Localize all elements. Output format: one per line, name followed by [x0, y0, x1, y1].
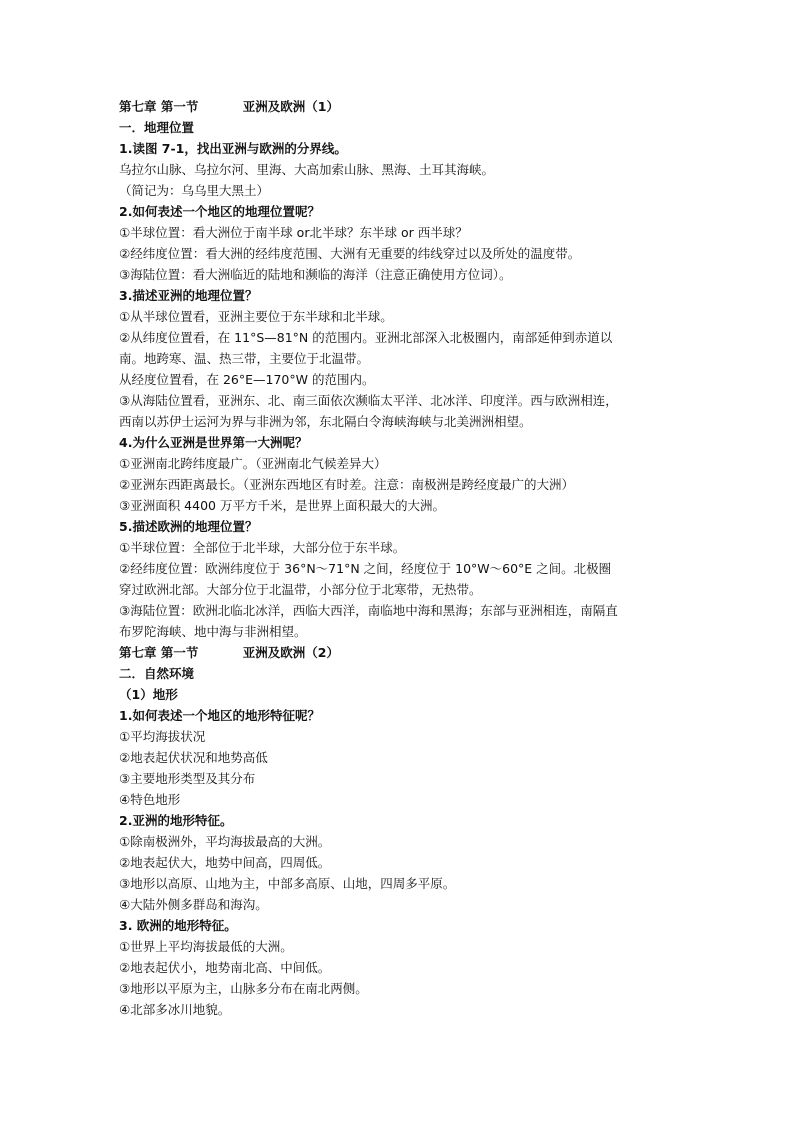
q2-item: ①半球位置：看大洲位于南半球 or北半球？东半球 or 西半球？ — [119, 225, 468, 240]
q5-line: ②经纬度位置：欧洲纬度位于 36°N～71°N 之间，经度位于 10°W～60°E 之间。北极圈 — [119, 561, 612, 576]
section2-subheading: （1）地形 — [119, 687, 178, 702]
section2-title-line — [119, 642, 679, 663]
section-title: 亚洲及欧洲（1） — [242, 99, 339, 114]
chapter-label: 第七章 — [119, 99, 157, 114]
s2-q3-label: 3. 欧洲的地形特征。 — [119, 918, 237, 933]
section2-heading: 二．自然环境 — [119, 666, 195, 681]
s2-q1-item: ③主要地形类型及其分布 — [119, 771, 256, 786]
q4-label: 4.为什么亚洲是世界第一大洲呢？ — [119, 435, 308, 450]
section-title: 亚洲及欧洲（2） — [242, 645, 339, 660]
q5-line: ③海陆位置：欧洲北临北冰洋，西临大西洋，南临地中海和黑海；东部与亚洲相连，南隔直 — [119, 603, 618, 618]
section1-heading: 一．地理位置 — [119, 120, 195, 135]
s2-q1-label: 1.如何表述一个地区的地形特征呢？ — [119, 708, 320, 723]
q1-answer: 乌拉尔山脉、乌拉尔河、里海、大高加索山脉、黑海、土耳其海峡。 — [119, 162, 495, 177]
section-label: 第一节 — [160, 99, 199, 114]
chapter-label: 第七章 — [119, 645, 157, 660]
q4-item: ①亚洲南北跨纬度最广。（亚洲南北气候差异大） — [119, 456, 387, 471]
q3-line: 从经度位置看，在 26°E—170°W 的范围内。 — [119, 372, 375, 387]
q5-label: 5.描述欧洲的地理位置？ — [119, 519, 258, 534]
q5-line: 布罗陀海峡、地中海与非洲相望。 — [119, 624, 307, 639]
q3-line: ③从海陆位置看，亚洲东、北、南三面依次濒临太平洋、北冰洋、印度洋。西与欧洲相连， — [119, 393, 618, 408]
q5-line: 穿过欧洲北部。大部分位于北温带，小部分位于北寒带，无热带。 — [119, 582, 482, 597]
q4-item: ③亚洲面积 4400 万平方千米，是世界上面积最大的大洲。 — [119, 498, 445, 513]
s2-q2-item: ①除南极洲外，平均海拔最高的大洲。 — [119, 834, 331, 849]
q3-line: ①从半球位置看，亚洲主要位于东半球和北半球。 — [119, 309, 393, 324]
q3-line: ②从纬度位置看，在 11°S—81°N 的范围内。亚洲北部深入北极圈内，南部延伸到赤道以 — [119, 330, 613, 345]
q1-label: 1.读图 7-1，找出亚洲与欧洲的分界线。 — [119, 141, 347, 156]
q2-item: ②经纬度位置：看大洲的经纬度范围、大洲有无重要的纬线穿过以及所处的温度带。 — [119, 246, 581, 261]
s2-q2-item: ②地表起伏大，地势中间高，四周低。 — [119, 855, 331, 870]
q3-line: 南。地跨寒、温、热三带，主要位于北温带。 — [119, 351, 370, 366]
q4-item: ②亚洲东西距离最长。（亚洲东西地区有时差。注意：南极洲是跨经度最广的大洲） — [119, 477, 574, 492]
q5-line: ①半球位置：全部位于北半球，大部分位于东半球。 — [119, 540, 406, 555]
s2-q1-item: ④特色地形 — [119, 792, 181, 807]
q3-label: 3.描述亚洲的地理位置？ — [119, 288, 258, 303]
s2-q2-item: ④大陆外侧多群岛和海沟。 — [119, 897, 268, 912]
q2-item: ③海陆位置：看大洲临近的陆地和濒临的海洋（注意正确使用方位词）。 — [119, 267, 512, 282]
q1-note: （简记为：乌乌里大黑土） — [119, 183, 270, 198]
s2-q3-item: ①世界上平均海拔最低的大洲。 — [119, 939, 293, 954]
s2-q1-item: ①平均海拔状况 — [119, 729, 206, 744]
q3-line: 西南以苏伊士运河为界与非洲为邻，东北隔白令海峡海峡与北美洲洲相望。 — [119, 414, 532, 429]
s2-q3-item: ④北部多冰川地貌。 — [119, 1002, 231, 1017]
document-page — [119, 96, 679, 1020]
s2-q3-item: ②地表起伏小，地势南北高、中间低。 — [119, 960, 331, 975]
s2-q1-item: ②地表起伏状况和地势高低 — [119, 750, 268, 765]
s2-q2-label: 2.亚洲的地形特征。 — [119, 813, 233, 828]
section-label: 第一节 — [160, 645, 199, 660]
s2-q3-item: ③地形以平原为主，山脉多分布在南北两侧。 — [119, 981, 368, 996]
s2-q2-item: ③地形以高原、山地为主，中部多高原、山地，四周多平原。 — [119, 876, 456, 891]
q2-label: 2.如何表述一个地区的地理位置呢？ — [119, 204, 320, 219]
section1-title-line — [119, 96, 679, 117]
